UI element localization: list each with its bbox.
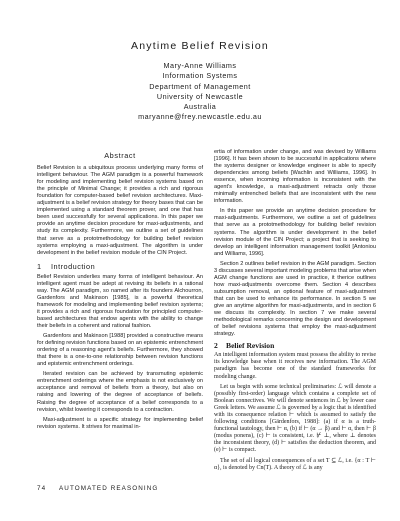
body-paragraph: In this paper we provide an anytime decision procedure for maxi-adjustments. Furthermore, we outline a set of guidelines that serve as a prototmethodology for building belief revision systems. The algorithm is under development in the belief revision module of the CIN Project; a project that is seeking to develop an intelligent information management toolkit [Antoniou and Williams, 1996]. (214, 208, 376, 257)
intro-paragraph: Gardenfors and Makinson [1988] provided a constructive means for defining revision functions based on an epistemic entrenchment ordering of a reasoning agent's beliefs. Furthermore, they showed that there is a one-to-one relationship between revision functions and epistemic entrenchment orderings. (37, 333, 203, 368)
body-paragraph: The set of all logical consequences of a set T ⊆ ℒ, i.e. {α : T ⊢ α}, is denoted by Cn(T). A theory of ℒ is any (214, 457, 376, 471)
body-paragraph: Section 2 outlines belief revision in the AGM paradigm. Section 3 discusses several important modeling problems that arise when AGM change functions are used in practice, it therice outlines how maxi-adjustments overcome them. Section 4 describes subsumption removal, an optional feature of maxi-adjustment that can be used to enhance its performance. In section 5 we give an anytime algorithm for maxi-adjustments, and in section 6 we discuss its complexity. In section 7 we make several methodological remarks concerning the design and development of belief revisions systems that employ the maxi-adjustment strategy. (214, 260, 376, 338)
section-title: Introduction (51, 261, 96, 271)
intro-paragraph: Maxi-adjustment is a specific strategy for implementing belief revision systems. It strives for maximal in- (37, 416, 203, 430)
body-paragraph: ertia of information under change, and was devised by Williams [1996]. It has been shown to be successful in applications where the systems designer or knowledge engineer is able to specify dependencies among beliefs [Wachlin and Williams, 1996]. In essence, when incoming information is inconsistent with the agent's knowledge, a maxi-adjustment retracts only those minimally entrenched beliefs that are inconsistent with the new information. (214, 149, 376, 205)
abstract-heading: Abstract (104, 151, 136, 160)
page-footer (37, 485, 158, 492)
affiliation-line: Australia (183, 102, 217, 112)
author-block (0, 61, 400, 123)
left-column (37, 148, 203, 434)
affiliation-line: University of Newcastle (156, 91, 244, 101)
right-column (214, 149, 376, 475)
author-email: maryanne@frey.newcastle.edu.au (138, 112, 262, 122)
intro-paragraph: Belief Revision underlies many forms of intelligent behaviour. An intelligent agent must be adept at revising its beliefs in a rational way. The AGM paradigm, so named after its founders Alchourron, Gardenfors and Makinson [1985], is a powerful theoretical framework for modeling and implementing belief revision systems; it provides a rich and rigorous foundation for principled computer-based architectures that endow agents with the ability to change their beliefs in a coherent and rational fashion. (37, 273, 203, 330)
author-name: Mary-Anne Williams (163, 61, 237, 70)
running-head: AUTOMATED REASONING (59, 485, 159, 492)
affiliation-line: Department of Management (149, 81, 251, 91)
intro-paragraph: Iterated revision can be achieved by transmuting epistemic entrenchment orderings where the emphasis is not exclusively on acceptance and removal of beliefs from a theory, but also on raising and lowering of the degree of acceptance of beliefs. Raising the degree of acceptance of a belief corresponds to a revision, whilst lowering it corresponds to a contraction. (37, 371, 203, 413)
body-paragraph: An intelligent information system must possess the ability to revise its knowledge base when it receives new information. The AGM paradigm has become one of the standard frameworks for modeling change. (214, 352, 376, 380)
section-number: 2 (214, 341, 218, 351)
page-number: 74 (37, 485, 47, 492)
section-title: Belief Revision (226, 341, 275, 351)
section-number: 1 (37, 261, 42, 271)
section-heading-introduction (37, 263, 203, 270)
abstract-text: Belief Revision is a ubiquitous process underlying many forms of intelligent behaviour. The AGM paradigm is a powerful framework for modeling and implementing belief revision systems based on the principle of Minimal Change; it provides a rich and rigorous foundation for computer-based belief revision architectures. Maxi-adjustment is a belief revision strategy for theory bases that can be implemented using a standard theorem prover, and one that has been used successfully for several applications. In this paper we provide an anytime decision procedure for maxi-adjustments, and study its complexity. Furthermore, we outline a set of guidelines that serve as a prototmethodology for building belief revision systems employing a maxi-adjustment. The algorithm is under development in the belief revision module of the CIN Project. (37, 165, 203, 256)
body-paragraph: Let us begin with some technical preliminaries: ℒ will denote a (possibly first-order) language which contains a complete set of Boolean connectives. We will denote sentences in ℒ by lower case Greek letters. We assume ℒ is governed by a logic that is identified with its consequence relation ⊢ which is assumed to satisfy the following conditions [Gärdenfors, 1988]: (a) if α is a truth-functional tautology, then ⊢ α, (b) if ⊢ (α → β) and ⊢ α, then ⊢ β (modus ponens), (c) ⊢ is consistent, i.e. ⊬ ⊥, where ⊥ denotes the inconsistent theory, (d) ⊢ satisfies the deduction theorem, and (e) ⊢ is compact. (214, 383, 376, 454)
affiliation-line: Information Systems (162, 71, 238, 81)
section-heading-belief-revision (214, 342, 376, 349)
paper-title: Anytime Belief Revision (131, 40, 269, 52)
